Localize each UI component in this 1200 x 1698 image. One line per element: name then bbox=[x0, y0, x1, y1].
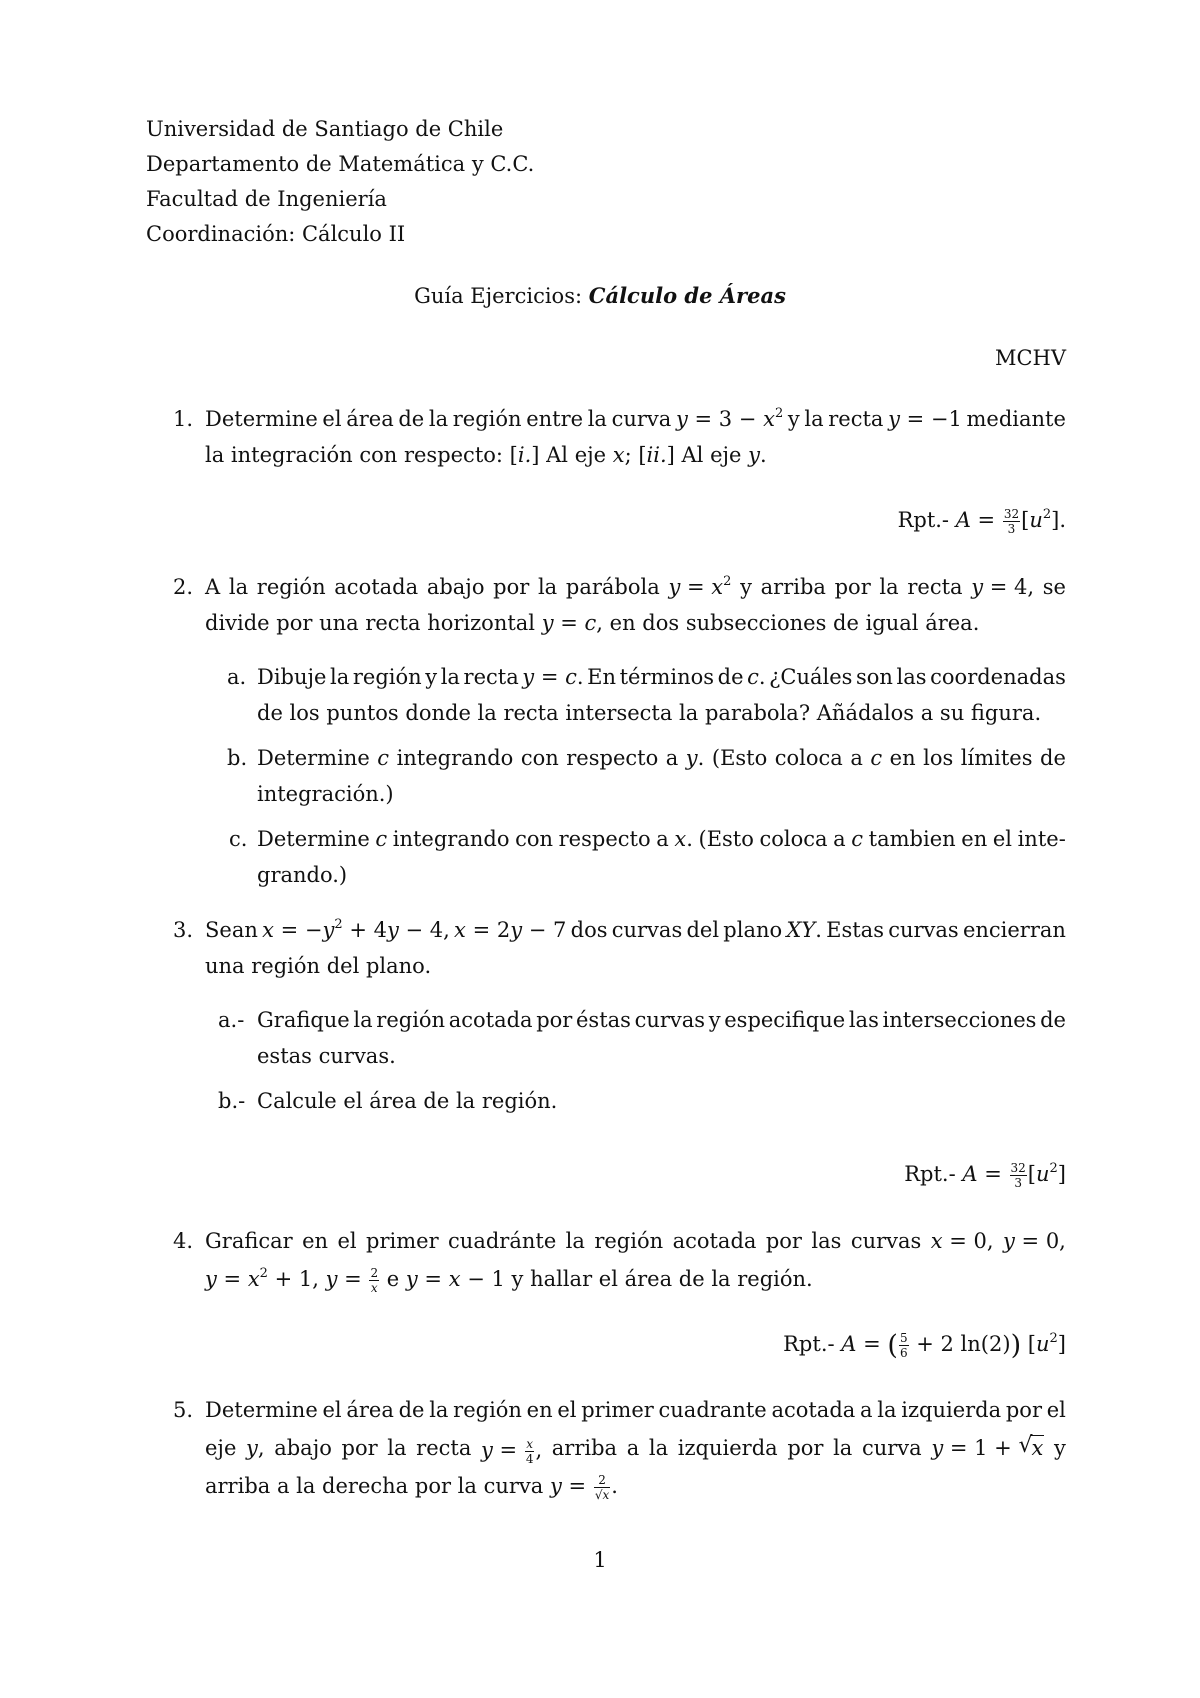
exercise-2-line-2: divide por una recta horizontal y = c, en dos subsecciones de igual área. bbox=[205, 611, 980, 635]
exercise-number: 3. bbox=[173, 918, 194, 942]
subitem-label: a.- bbox=[218, 1008, 245, 1032]
document-title bbox=[0, 285, 1200, 307]
exercise-3-line-1: Sean $x = -y^2 + 4y - 4$, x = 2y − 7 dos curvas del plano XY. Estas curvas encierran bbox=[205, 917, 1066, 942]
exercise-3a-line-2: estas curvas. bbox=[257, 1044, 396, 1068]
author-initials: MCHV bbox=[994, 346, 1066, 370]
exercise-4-line-1: Graficar en el primer cuadránte la región acotada por las curvas x = 0, y = 0, bbox=[205, 1229, 1066, 1253]
exercise-number: 4. bbox=[173, 1229, 194, 1253]
exercise-3-line-2: una región del plano. bbox=[205, 954, 432, 978]
exercise-5-line-1: Determine el área de la región en el primer cuadrante acotada a la izquierda por el bbox=[205, 1398, 1066, 1422]
subitem-label: a. bbox=[227, 665, 247, 689]
university-name: Universidad de Santiago de Chile bbox=[146, 117, 504, 141]
exercise-1-answer: Rpt.- A = $\frac{32}{3}$ $[u^2]$. bbox=[897, 507, 1066, 536]
exercise-number: 2. bbox=[173, 575, 194, 599]
exercise-2c-line-1: Determine c integrando con respecto a x. (Esto coloca a c tambien en el inte- bbox=[257, 827, 1066, 851]
exercise-2a-line-2: de los puntos donde la recta intersecta la parabola? Añádalos a su figura. bbox=[257, 701, 1042, 725]
exercise-1-line-1: Determine el área de la región entre la curva $y = 3 - x^2$ y la recta y = −1 mediante bbox=[205, 406, 1066, 431]
exercise-3a-line-1: Grafique la región acotada por éstas curvas y especifique las intersecciones de bbox=[257, 1008, 1066, 1032]
page-number: 1 bbox=[593, 1548, 607, 1572]
exercise-2c-line-2: grando.) bbox=[257, 863, 348, 887]
title-topic: Cálculo de Áreas bbox=[588, 283, 786, 308]
exercise-3-answer: Rpt.- A = $\frac{32}{3}$ $[u^2]$ bbox=[904, 1161, 1066, 1190]
exercise-2a-line-1: Dibuje la región y la recta y = c. En términos de c. ¿Cuáles son las coordenadas bbox=[257, 665, 1066, 689]
course-coordination: Coordinación: Cálculo II bbox=[146, 222, 406, 246]
exercise-5-line-3: arriba a la derecha por la curva y = $\frac{2}{√x}$ . bbox=[205, 1473, 618, 1502]
faculty-name: Facultad de Ingeniería bbox=[146, 187, 387, 211]
subitem-label: b. bbox=[227, 746, 248, 770]
exercise-1-line-2: la integración con respecto: [i.] Al eje x; [ii.] Al eje y. bbox=[205, 443, 767, 467]
exercise-2-line-1: A la región acotada abajo por la parábola $y = x^2$ y arriba por la recta y = 4, se bbox=[205, 574, 1066, 599]
subitem-label: c. bbox=[229, 827, 248, 851]
exercise-2b-line-2: integración.) bbox=[257, 782, 394, 806]
subitem-label: b.- bbox=[218, 1089, 246, 1113]
exercise-number: 5. bbox=[173, 1398, 194, 1422]
exercise-5-line-2: eje y, abajo por la recta y = $\frac{x}{4}$ , arriba a la izquierda por la curva y = 1 + √ x y bbox=[205, 1438, 1066, 1465]
exercise-number: 1. bbox=[173, 407, 194, 431]
exercise-4-answer: Rpt.- A = ( $\frac{5}{6}$ + 2 ln(2)) $[u^2]$ bbox=[783, 1330, 1066, 1361]
title-prefix: Guía Ejercicios: bbox=[414, 284, 583, 308]
exercise-2b-line-1: Determine c integrando con respecto a y. (Esto coloca a c en los límites de bbox=[257, 746, 1066, 770]
exercise-4-line-2: $y = x^2 + 1$, y = $\frac{2}{x}$ e y = x − 1 y hallar el área de la región. bbox=[205, 1266, 813, 1295]
department-name: Departamento de Matemática y C.C. bbox=[146, 152, 535, 176]
exercise-3b-line-1: Calcule el área de la región. bbox=[257, 1089, 558, 1113]
